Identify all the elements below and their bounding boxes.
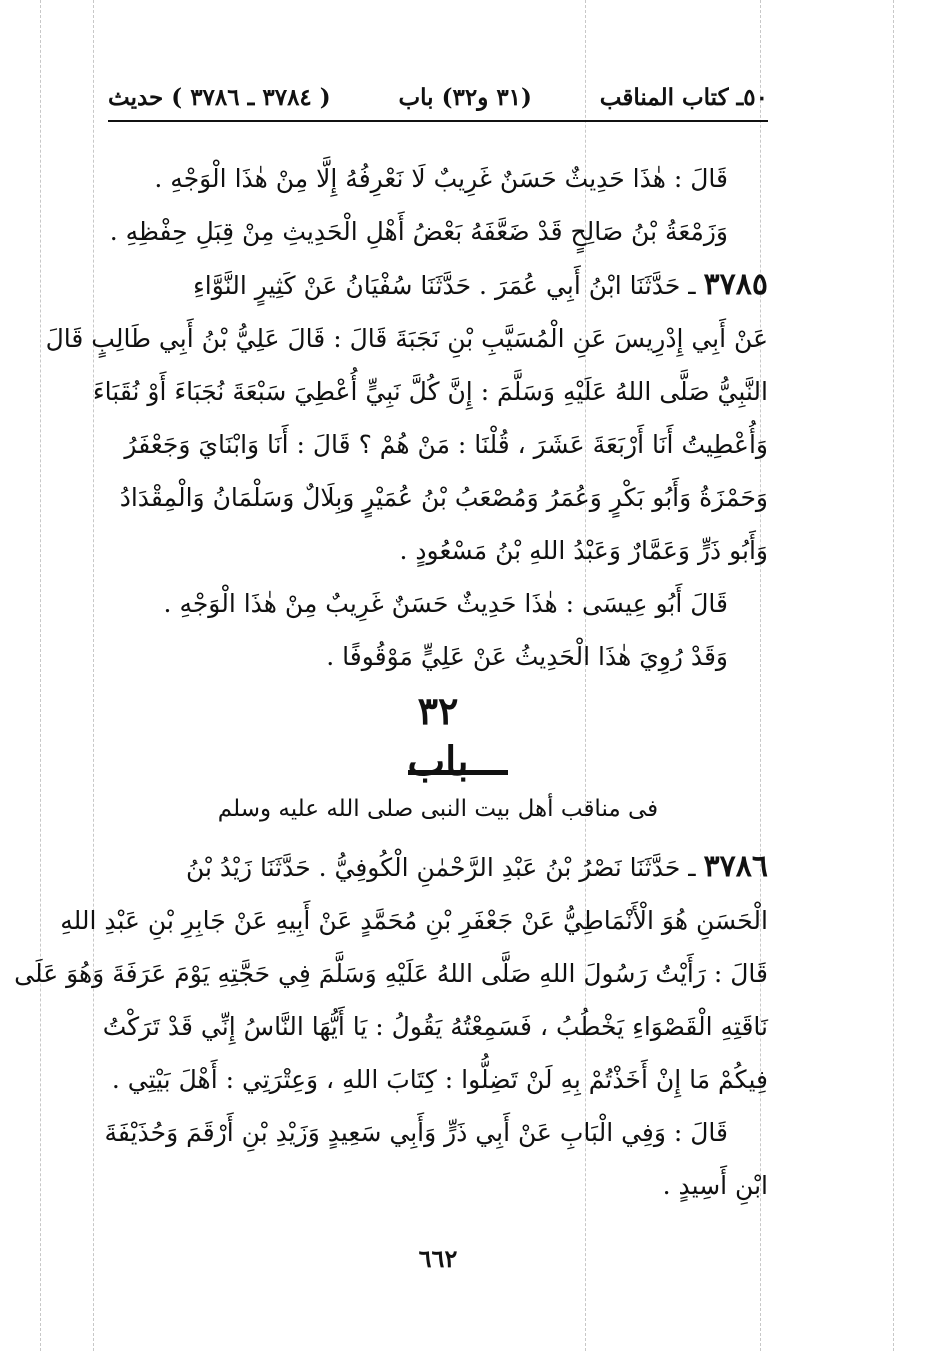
hadith-first-line [108, 258, 768, 312]
text-line: ـ حَدَّثَنَا ابْنُ أَبِي عُمَرَ . حَدَّثَنَا سُفْيَانُ عَنْ كَثِيرٍ النَّوَّاءِ [193, 271, 696, 300]
chapter-title: فى مناقب أهل بيت النبى صلى الله عليه وسلم [217, 796, 659, 822]
chapter-number: ٣٢ [417, 688, 459, 733]
text-line: نَاقَتِهِ الْقَصْوَاءِ يَخْطُبُ ، فَسَمِعْتُهُ يَقُولُ : يَا أَيُّهَا النَّاسُ إِنِّي قَدْ تَرَكْتُ [102, 1012, 768, 1041]
text-line: عَنْ أَبِي إِدْرِيسَ عَنِ الْمُسَيَّبِ بْنِ نَجَبَةَ قَالَ : قَالَ عَلِيُّ بْنُ أَبِي طَالِبٍ قَالَ [45, 324, 768, 353]
text-line: النَّبِيُّ صَلَّى اللهُ عَلَيْهِ وَسَلَّمَ : إِنَّ كُلَّ نَبِيٍّ أُعْطِيَ سَبْعَةَ نُجَبَاءَ أَوْ نُقَبَاءَ [92, 377, 768, 406]
header-chapter-ref: (٣١ و٣٢) باب [398, 83, 532, 111]
page-number: ٦٦٢ [418, 1244, 458, 1273]
text-line: وَأَبُو ذَرٍّ وَعَمَّارٌ وَعَبْدُ اللهِ بْنُ مَسْعُودٍ . [399, 536, 768, 565]
text-line: قَالَ : رَأَيْتُ رَسُولَ اللهِ صَلَّى اللهُ عَلَيْهِ وَسَلَّمَ فِي حَجَّتِهِ يَوْمَ عَرَفَةَ وَهُوَ عَلَى [14, 959, 768, 988]
hadith-3786 [14, 840, 768, 1212]
comment-line: ابْنِ أَسِيدٍ . [662, 1171, 768, 1200]
comment-line: قَالَ أَبُو عِيسَى : هٰذَا حَدِيثٌ حَسَنٌ غَرِيبٌ مِنْ هٰذَا الْوَجْهِ . [163, 589, 728, 618]
hadith-number: ٣٧٨٦ [703, 849, 768, 884]
scan-guide-line [93, 0, 94, 1351]
hadith-number: ٣٧٨٥ [703, 267, 768, 302]
header-hadith-range: ( ٣٧٨٤ ـ ٣٧٨٦ ) حديث [108, 83, 331, 111]
scan-guide-line [40, 0, 41, 1351]
text-line: قَالَ : هٰذَا حَدِيثٌ حَسَنٌ غَرِيبٌ لَا نَعْرِفُهُ إِلَّا مِنْ هٰذَا الْوَجْهِ . [154, 164, 728, 193]
scan-guide-line [893, 0, 894, 1351]
text-line: وَأُعْطِيتُ أَنَا أَرْبَعَةَ عَشَرَ ، قُلْنَا : مَنْ هُمْ ؟ قَالَ : أَنَا وَابْنَايَ وَجَعْفَرُ [124, 430, 768, 459]
running-header [108, 76, 768, 118]
text-line: ـ حَدَّثَنَا نَصْرُ بْنُ عَبْدِ الرَّحْمٰنِ الْكُوفِيُّ . حَدَّثَنَا زَيْدُ بْنُ [185, 853, 696, 882]
text-line: وَزَمْعَةُ بْنُ صَالِحٍ قَدْ ضَعَّفَهُ بَعْضُ أَهْلِ الْحَدِيثِ مِنْ قِبَلِ حِفْظِهِ . [109, 217, 728, 246]
section-1-text [108, 152, 768, 258]
hadith-first-line [108, 840, 768, 894]
text-line: وَحَمْزَةُ وَأَبُو بَكْرٍ وَعُمَرُ وَمُصْعَبُ بْنُ عُمَيْرٍ وَبِلَالٌ وَسَلْمَانُ وَالْمِقْدَادُ [119, 483, 768, 512]
text-line: الْحَسَنِ هُوَ الْأَنْمَاطِيُّ عَنْ جَعْفَرِ بْنِ مُحَمَّدٍ عَنْ أَبِيهِ عَنْ جَابِرِ بْنِ عَبْدِ اللهِ [60, 906, 768, 935]
comment-line: وَقَدْ رُوِيَ هٰذَا الْحَدِيثُ عَنْ عَلِيٍّ مَوْقُوفًا . [326, 642, 728, 671]
header-rule [108, 120, 768, 122]
comment-line: قَالَ : وَفِي الْبَابِ عَنْ أَبِي ذَرٍّ وَأَبِي سَعِيدٍ وَزَيْدِ بْنِ أَرْقَمَ وَحُذَيْفَةَ [104, 1118, 728, 1147]
header-book-title: ٥٠ـ كتاب المناقب [599, 83, 768, 111]
text-line: فِيكُمْ مَا إِنْ أَخَذْتُمْ بِهِ لَنْ تَضِلُّوا : كِتَابَ اللهِ ، وَعِتْرَتِي : أَهْلَ بَيْتِي . [111, 1065, 768, 1094]
chapter-underline [408, 770, 508, 775]
hadith-3785 [45, 258, 768, 683]
chapter-heading: باب [407, 738, 469, 785]
